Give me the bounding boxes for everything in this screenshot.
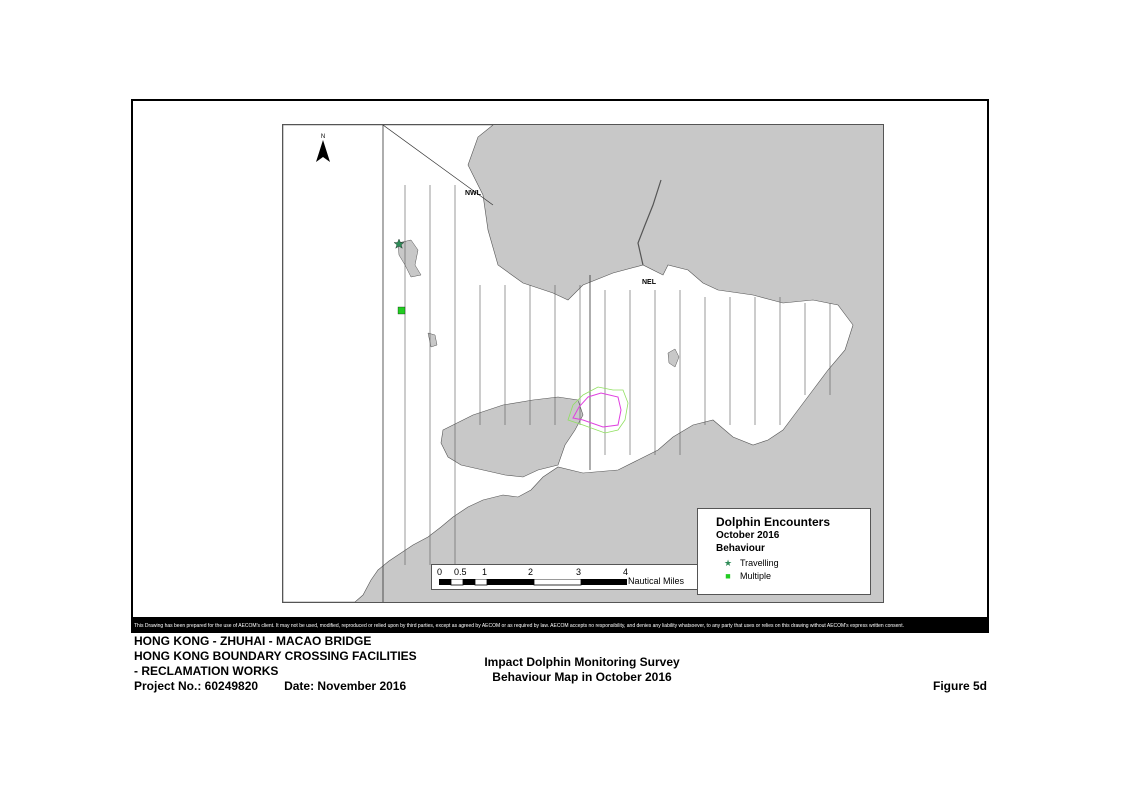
sighting-multiple[interactable] <box>398 307 405 314</box>
project-block <box>134 634 417 694</box>
square-icon: ■ <box>725 571 731 581</box>
project-meta <box>134 679 417 694</box>
scale-bar <box>431 564 698 590</box>
legend-title: Dolphin Encounters <box>716 515 830 529</box>
scale-tick-0-5: 0.5 <box>454 567 467 577</box>
area-label-nwl: NWL <box>465 190 481 197</box>
scale-tick-1: 1 <box>482 567 488 577</box>
legend-item-label: Travelling <box>740 558 779 568</box>
north-arrow <box>313 134 333 171</box>
legend <box>697 508 871 595</box>
legend-item-label: Multiple <box>740 571 772 581</box>
legend-subtitle: October 2016 <box>716 530 780 541</box>
north-arrow-icon <box>315 140 331 166</box>
scale-tick-3: 3 <box>576 567 582 577</box>
project-line-3: - RECLAMATION WORKS <box>134 664 279 678</box>
area-label-nel: NEL <box>642 279 656 286</box>
scale-tick-0: 0 <box>437 567 443 577</box>
legend-heading: Behaviour <box>716 543 765 554</box>
scale-units: Nautical Miles <box>628 576 685 586</box>
project-line-1: HONG KONG - ZHUHAI - MACAO BRIDGE <box>134 634 372 648</box>
title-line-1: Impact Dolphin Monitoring Survey <box>484 655 680 669</box>
star-icon: ★ <box>723 558 733 568</box>
project-line-2: HONG KONG BOUNDARY CROSSING FACILITIES <box>134 649 417 663</box>
drawing-title <box>470 655 694 685</box>
north-label: N <box>320 134 326 140</box>
disclaimer: This Drawing has been prepared for the use of AECOM's client. It may not be used, modified, reproduced or relied upon by third parties, except as agreed by AECOM or as required by law. AECOM accepts no responsibility, and denies any liability whatsoever, to any party that uses or relies on this drawing without AECOM's express written consent. <box>131 619 989 633</box>
figure-number: Figure 5d <box>933 679 988 693</box>
scale-tick-2: 2 <box>528 567 534 577</box>
legend-item-multiple <box>722 571 771 581</box>
scale-tick-4: 4 <box>623 567 629 577</box>
scale-bar-graphic <box>439 579 629 587</box>
title-line-2: Behaviour Map in October 2016 <box>492 670 672 684</box>
project-date: Date: November 2016 <box>284 679 407 693</box>
legend-item-travelling <box>722 558 779 569</box>
project-number: Project No.: 60249820 <box>134 679 259 693</box>
